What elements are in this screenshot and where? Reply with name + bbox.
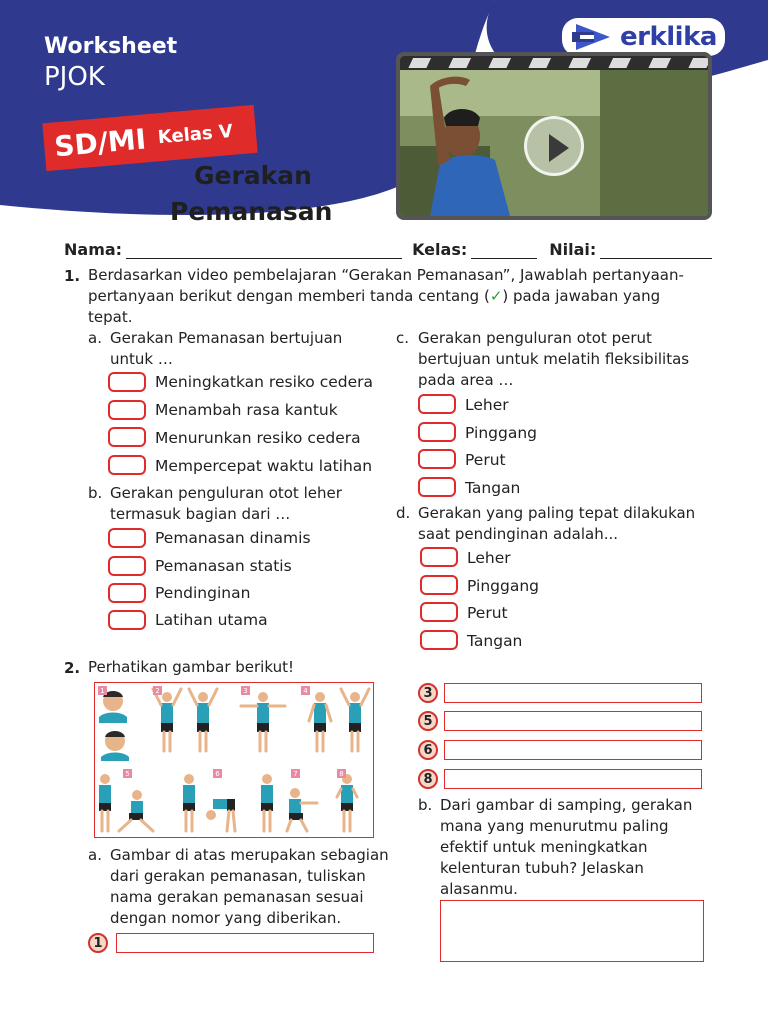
checkmark-icon: ✓ bbox=[489, 287, 503, 305]
q1a-option-3-checkbox[interactable] bbox=[108, 427, 146, 447]
q1d-question bbox=[418, 503, 695, 545]
figure-number-4: 4 bbox=[301, 686, 310, 695]
q1c-letter: c. bbox=[396, 329, 410, 347]
figure-number-8: 8 bbox=[337, 769, 346, 778]
q1a-option-1-label: Meningkatkan resiko cedera bbox=[155, 373, 374, 391]
q1d-option-3-label: Perut bbox=[467, 604, 508, 622]
q1a-option-4-label: Mempercepat waktu latihan bbox=[155, 457, 373, 475]
q1a-option-2-label: Menambah rasa kantuk bbox=[155, 401, 338, 419]
q1a-option-1-checkbox[interactable] bbox=[108, 372, 146, 392]
q2-prompt: Perhatikan gambar berikut! bbox=[88, 658, 294, 676]
exercise-figure bbox=[94, 682, 374, 838]
q1d-option-3-checkbox[interactable] bbox=[420, 602, 458, 622]
q1b-letter: b. bbox=[88, 484, 103, 502]
q1a-option-2-checkbox[interactable] bbox=[108, 400, 146, 420]
q1c-option-1-checkbox[interactable] bbox=[418, 394, 456, 414]
q1b-option-4-label: Latihan utama bbox=[155, 611, 268, 629]
q1d-option-4-label: Tangan bbox=[467, 632, 523, 650]
topic-line-2: Pemanasan bbox=[170, 197, 333, 226]
q1-prompt-line2-text: pertanyaan berikut dengan memberi tanda centang ( bbox=[88, 287, 490, 305]
q1d-option-1-label: Leher bbox=[467, 549, 511, 567]
q1d-option-1-checkbox[interactable] bbox=[420, 547, 458, 567]
subject-label: PJOK bbox=[44, 62, 105, 92]
q1-prompt-line2-end: ) pada jawaban yang bbox=[502, 287, 661, 305]
q1a-option-3-label: Menurunkan resiko cedera bbox=[155, 429, 361, 447]
nama-input-line[interactable] bbox=[126, 240, 402, 259]
student-info-row bbox=[64, 240, 712, 259]
q1c-option-4-label: Tangan bbox=[465, 479, 521, 497]
q1-prompt-line3: tepat. bbox=[88, 308, 133, 326]
q1d-option-4-checkbox[interactable] bbox=[420, 630, 458, 650]
q1d-option-2-checkbox[interactable] bbox=[420, 575, 458, 595]
q1c-option-1-label: Leher bbox=[465, 396, 509, 414]
q2b-line4: kelenturan tubuh? Jelaskan bbox=[440, 859, 644, 877]
q2b-question bbox=[440, 795, 730, 900]
figure-number-2: 2 bbox=[153, 686, 162, 695]
answer-6-input[interactable] bbox=[444, 740, 702, 760]
q1b-option-2-label: Pemanasan statis bbox=[155, 557, 292, 575]
worksheet-label: Worksheet bbox=[44, 34, 178, 59]
figure-number-1: 1 bbox=[98, 686, 107, 695]
q1b-line2: termasuk bagian dari … bbox=[110, 505, 291, 523]
answer-5-input[interactable] bbox=[444, 711, 702, 731]
q2a-letter: a. bbox=[88, 846, 102, 864]
q1b-option-2-checkbox[interactable] bbox=[108, 556, 146, 576]
q2a-line3: nama gerakan pemanasan sesuai bbox=[110, 888, 364, 906]
answer-3-input[interactable] bbox=[444, 683, 702, 703]
q1-prompt-line1: Berdasarkan video pembelajaran “Gerakan Pemanasan”, Jawablah pertanyaan- bbox=[88, 266, 684, 284]
q2a-line1: Gambar di atas merupakan sebagian bbox=[110, 846, 389, 864]
q1-number: 1. bbox=[64, 267, 81, 285]
worksheet-topic bbox=[170, 158, 332, 230]
q1a-option-4-checkbox[interactable] bbox=[108, 455, 146, 475]
q2b-line3: efektif untuk meningkatkan bbox=[440, 838, 648, 856]
q1d-line2: saat pendinginan adalah... bbox=[418, 525, 619, 543]
q1-prompt bbox=[88, 265, 718, 328]
answer-number-6: 6 bbox=[418, 740, 438, 760]
q1b-line1: Gerakan penguluran otot leher bbox=[110, 484, 342, 502]
q1b-option-3-checkbox[interactable] bbox=[108, 583, 146, 603]
q2a-question bbox=[110, 845, 400, 929]
q1d-line1: Gerakan yang paling tepat dilakukan bbox=[418, 504, 696, 522]
q2a-line4: dengan nomor yang diberikan. bbox=[110, 909, 342, 927]
q1c-option-3-label: Perut bbox=[465, 451, 506, 469]
nilai-label: Nilai: bbox=[549, 240, 597, 259]
kelas-label: Kelas: bbox=[412, 240, 468, 259]
q2-number: 2. bbox=[64, 659, 81, 677]
nilai-input-line[interactable] bbox=[600, 240, 712, 259]
answer-number-5: 5 bbox=[418, 711, 438, 731]
q1c-option-3-checkbox[interactable] bbox=[418, 449, 456, 469]
q1a-line2: untuk … bbox=[110, 350, 173, 368]
q1c-option-2-label: Pinggang bbox=[465, 424, 537, 442]
video-thumbnail[interactable] bbox=[396, 52, 712, 220]
q1c-question bbox=[418, 328, 689, 391]
figure-number-5: 5 bbox=[123, 769, 132, 778]
q1c-option-4-checkbox[interactable] bbox=[418, 477, 456, 497]
exercise-illustration bbox=[95, 683, 372, 836]
kelas-input-line[interactable] bbox=[471, 240, 537, 259]
q1a-letter: a. bbox=[88, 329, 102, 347]
q1b-option-1-checkbox[interactable] bbox=[108, 528, 146, 548]
q1b-option-4-checkbox[interactable] bbox=[108, 610, 146, 630]
q1b-option-3-label: Pendinginan bbox=[155, 584, 251, 602]
play-icon[interactable] bbox=[524, 116, 584, 176]
q2b-line2: mana yang menurutmu paling bbox=[440, 817, 669, 835]
figure-number-3: 3 bbox=[241, 686, 250, 695]
class-text: Kelas V bbox=[156, 120, 234, 148]
q2b-line1: Dari gambar di samping, gerakan bbox=[440, 796, 693, 814]
brand-arrow-icon bbox=[570, 20, 616, 54]
q2b-answer-box[interactable] bbox=[440, 900, 704, 962]
figure-number-6: 6 bbox=[213, 769, 222, 778]
q2b-letter: b. bbox=[418, 796, 433, 814]
q1a-line1: Gerakan Pemanasan bertujuan bbox=[110, 329, 343, 347]
q2b-line5: alasanmu. bbox=[440, 880, 518, 898]
q1b-question bbox=[110, 483, 342, 525]
figure-number-7: 7 bbox=[291, 769, 300, 778]
q2a-line2: dari gerakan pemanasan, tuliskan bbox=[110, 867, 366, 885]
q1c-line2: bertujuan untuk melatih fleksibilitas bbox=[418, 350, 690, 368]
answer-8-input[interactable] bbox=[444, 769, 702, 789]
answer-number-1: 1 bbox=[88, 933, 108, 953]
q1c-line3: pada area … bbox=[418, 371, 514, 389]
q1d-letter: d. bbox=[396, 504, 411, 522]
answer-1-input[interactable] bbox=[116, 933, 374, 953]
q1a-question bbox=[110, 328, 342, 370]
nama-label: Nama: bbox=[64, 240, 123, 259]
q1-prompt-line2 bbox=[88, 286, 718, 307]
brand-name: erklika bbox=[620, 22, 717, 52]
q1c-line1: Gerakan penguluran otot perut bbox=[418, 329, 652, 347]
q1d-option-2-label: Pinggang bbox=[467, 577, 539, 595]
q1c-option-2-checkbox[interactable] bbox=[418, 422, 456, 442]
answer-number-3: 3 bbox=[418, 683, 438, 703]
q1b-option-1-label: Pemanasan dinamis bbox=[155, 529, 311, 547]
level-text: SD/MI bbox=[52, 121, 148, 163]
answer-number-8: 8 bbox=[418, 769, 438, 789]
topic-line-1: Gerakan bbox=[194, 161, 312, 190]
brand-logo bbox=[562, 18, 725, 56]
